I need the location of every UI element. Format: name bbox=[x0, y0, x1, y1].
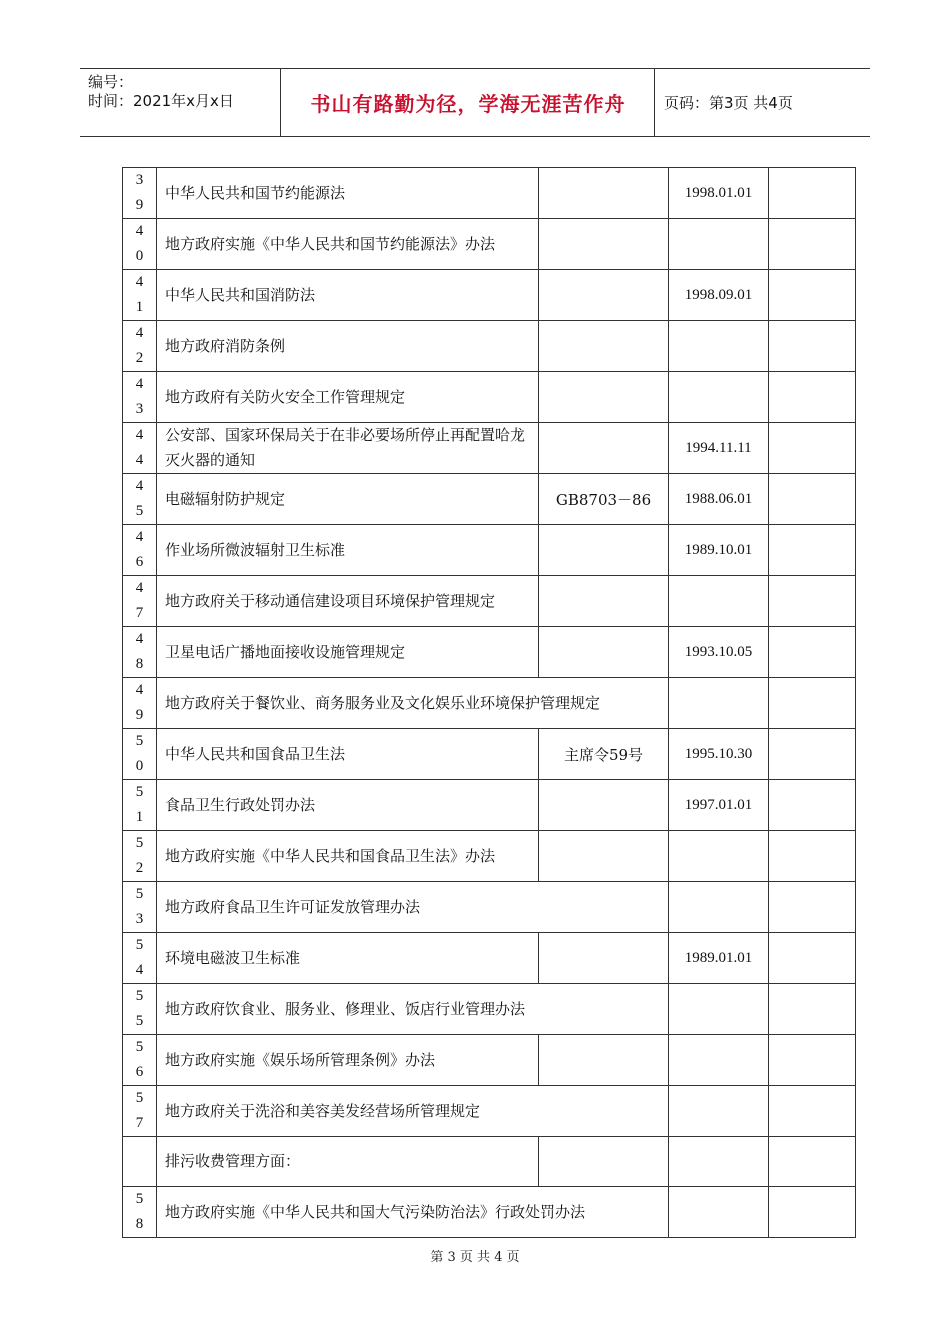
regulation-code bbox=[539, 576, 669, 627]
row-number bbox=[123, 474, 157, 525]
remarks bbox=[769, 729, 856, 780]
table-row bbox=[123, 1035, 856, 1086]
row-number-digit: 3 bbox=[135, 172, 144, 188]
row-number-digit: 1 bbox=[135, 809, 144, 825]
row-number-digit: 1 bbox=[135, 299, 144, 315]
regulation-code bbox=[539, 933, 669, 984]
table-row bbox=[123, 882, 856, 933]
remarks bbox=[769, 882, 856, 933]
row-number bbox=[123, 729, 157, 780]
regulation-code bbox=[539, 780, 669, 831]
row-number-digit: 4 bbox=[135, 631, 144, 647]
row-number bbox=[123, 1137, 157, 1187]
remarks bbox=[769, 1137, 856, 1187]
table-row bbox=[123, 933, 856, 984]
row-number-digit: 9 bbox=[135, 707, 144, 723]
row-number bbox=[123, 780, 157, 831]
row-number-digit: 4 bbox=[135, 529, 144, 545]
table-row bbox=[123, 321, 856, 372]
effective-date bbox=[669, 1137, 769, 1187]
table-row bbox=[123, 678, 856, 729]
row-number-digit: 5 bbox=[135, 886, 144, 902]
regulation-code: 主席令59号 bbox=[539, 729, 669, 780]
regulation-code bbox=[539, 525, 669, 576]
row-number-digit: 0 bbox=[135, 758, 144, 774]
remarks bbox=[769, 474, 856, 525]
row-number-digit: 4 bbox=[135, 452, 144, 468]
regulation-name: 环境电磁波卫生标准 bbox=[157, 933, 539, 984]
effective-date bbox=[669, 1187, 769, 1238]
effective-date bbox=[669, 984, 769, 1035]
table-row bbox=[123, 729, 856, 780]
row-number-digit: 4 bbox=[135, 325, 144, 341]
regulation-code bbox=[539, 627, 669, 678]
regulation-name: 中华人民共和国食品卫生法 bbox=[157, 729, 539, 780]
row-number-digit: 4 bbox=[135, 223, 144, 239]
row-number bbox=[123, 1086, 157, 1137]
row-number-digit: 3 bbox=[135, 401, 144, 417]
row-number-digit: 3 bbox=[135, 911, 144, 927]
effective-date bbox=[669, 1086, 769, 1137]
row-number-digit: 2 bbox=[135, 350, 144, 366]
row-number bbox=[123, 270, 157, 321]
row-number-digit: 5 bbox=[135, 733, 144, 749]
table-row bbox=[123, 219, 856, 270]
regulation-code bbox=[539, 831, 669, 882]
table-row bbox=[123, 984, 856, 1035]
table-row bbox=[123, 525, 856, 576]
regulation-name: 地方政府关于餐饮业、商务服务业及文化娱乐业环境保护管理规定 bbox=[157, 678, 669, 729]
row-number-digit: 5 bbox=[135, 503, 144, 519]
regulation-name: 地方政府关于洗浴和美容美发经营场所管理规定 bbox=[157, 1086, 669, 1137]
row-number bbox=[123, 525, 157, 576]
row-number bbox=[123, 1035, 157, 1086]
row-number-digit: 5 bbox=[135, 988, 144, 1004]
row-number bbox=[123, 423, 157, 474]
remarks bbox=[769, 576, 856, 627]
remarks bbox=[769, 321, 856, 372]
remarks bbox=[769, 423, 856, 474]
regulation-name: 地方政府实施《中华人民共和国节约能源法》办法 bbox=[157, 219, 539, 270]
row-number-digit: 5 bbox=[135, 784, 144, 800]
regulation-name: 公安部、国家环保局关于在非必要场所停止再配置哈龙灭火器的通知 bbox=[157, 423, 539, 474]
remarks bbox=[769, 933, 856, 984]
regulation-name: 中华人民共和国消防法 bbox=[157, 270, 539, 321]
effective-date: 1997.01.01 bbox=[669, 780, 769, 831]
effective-date bbox=[669, 882, 769, 933]
effective-date bbox=[669, 219, 769, 270]
row-number-digit: 9 bbox=[135, 197, 144, 213]
row-number bbox=[123, 678, 157, 729]
table-row bbox=[123, 1137, 856, 1187]
regulation-code bbox=[539, 321, 669, 372]
row-number bbox=[123, 321, 157, 372]
row-number-digit: 5 bbox=[135, 1090, 144, 1106]
row-number-digit: 6 bbox=[135, 554, 144, 570]
row-number-digit: 5 bbox=[135, 1191, 144, 1207]
row-number-digit: 8 bbox=[135, 656, 144, 672]
row-number-digit: 5 bbox=[135, 1039, 144, 1055]
regulation-name: 地方政府有关防火安全工作管理规定 bbox=[157, 372, 539, 423]
table-row bbox=[123, 423, 856, 474]
row-number-digit: 2 bbox=[135, 860, 144, 876]
table-row bbox=[123, 1187, 856, 1238]
remarks bbox=[769, 525, 856, 576]
regulation-code bbox=[539, 1035, 669, 1086]
effective-date: 1994.11.11 bbox=[669, 423, 769, 474]
regulation-name: 地方政府消防条例 bbox=[157, 321, 539, 372]
row-number bbox=[123, 627, 157, 678]
row-number bbox=[123, 219, 157, 270]
header-meta bbox=[80, 69, 281, 136]
table-row bbox=[123, 627, 856, 678]
table-row bbox=[123, 168, 856, 219]
remarks bbox=[769, 1035, 856, 1086]
row-number bbox=[123, 168, 157, 219]
effective-date: 1993.10.05 bbox=[669, 627, 769, 678]
regulation-code bbox=[539, 219, 669, 270]
row-number bbox=[123, 576, 157, 627]
regulation-code bbox=[539, 1137, 669, 1187]
remarks bbox=[769, 168, 856, 219]
regulation-name: 地方政府食品卫生许可证发放管理办法 bbox=[157, 882, 669, 933]
row-number-digit: 4 bbox=[135, 376, 144, 392]
table-row bbox=[123, 576, 856, 627]
remarks bbox=[769, 780, 856, 831]
remarks bbox=[769, 1086, 856, 1137]
remarks bbox=[769, 1187, 856, 1238]
regulation-name: 地方政府饮食业、服务业、修理业、饭店行业管理办法 bbox=[157, 984, 669, 1035]
page-info: 页码：第3页 共4页 bbox=[664, 94, 793, 112]
row-number-digit: 4 bbox=[135, 682, 144, 698]
row-number bbox=[123, 984, 157, 1035]
effective-date bbox=[669, 372, 769, 423]
row-number-digit: 4 bbox=[135, 962, 144, 978]
row-number-digit: 4 bbox=[135, 478, 144, 494]
row-number-digit: 4 bbox=[135, 274, 144, 290]
number-label: 编号： bbox=[88, 73, 134, 91]
row-number-digit: 6 bbox=[135, 1064, 144, 1080]
row-number bbox=[123, 882, 157, 933]
effective-date: 1989.01.01 bbox=[669, 933, 769, 984]
table-row bbox=[123, 474, 856, 525]
regulations-table bbox=[122, 167, 856, 1238]
regulation-name: 卫星电话广播地面接收设施管理规定 bbox=[157, 627, 539, 678]
regulation-code bbox=[539, 423, 669, 474]
effective-date bbox=[669, 831, 769, 882]
motto: 书山有路勤为径，学海无涯苦作舟 bbox=[282, 69, 655, 136]
row-number-digit: 0 bbox=[135, 248, 144, 264]
effective-date: 1998.01.01 bbox=[669, 168, 769, 219]
regulation-name: 中华人民共和国节约能源法 bbox=[157, 168, 539, 219]
regulation-name: 地方政府实施《中华人民共和国大气污染防治法》行政处罚办法 bbox=[157, 1187, 669, 1238]
remarks bbox=[769, 678, 856, 729]
row-number bbox=[123, 831, 157, 882]
row-number bbox=[123, 933, 157, 984]
row-number-digit: 7 bbox=[135, 605, 144, 621]
remarks bbox=[769, 270, 856, 321]
effective-date: 1989.10.01 bbox=[669, 525, 769, 576]
regulation-code: GB8703－86 bbox=[539, 474, 669, 525]
effective-date bbox=[669, 678, 769, 729]
regulation-code bbox=[539, 372, 669, 423]
effective-date: 1998.09.01 bbox=[669, 270, 769, 321]
table-row bbox=[123, 831, 856, 882]
effective-date bbox=[669, 321, 769, 372]
row-number-digit: 5 bbox=[135, 937, 144, 953]
regulation-name: 地方政府关于移动通信建设项目环境保护管理规定 bbox=[157, 576, 539, 627]
table-row bbox=[123, 780, 856, 831]
remarks bbox=[769, 627, 856, 678]
table-row bbox=[123, 372, 856, 423]
row-number-digit: 5 bbox=[135, 835, 144, 851]
remarks bbox=[769, 372, 856, 423]
remarks bbox=[769, 219, 856, 270]
row-number bbox=[123, 372, 157, 423]
row-number-digit: 8 bbox=[135, 1216, 144, 1232]
row-number bbox=[123, 1187, 157, 1238]
table-row bbox=[123, 270, 856, 321]
regulation-name: 地方政府实施《中华人民共和国食品卫生法》办法 bbox=[157, 831, 539, 882]
effective-date bbox=[669, 1035, 769, 1086]
time-label: 时间：2021年x月x日 bbox=[88, 92, 234, 110]
regulation-name: 电磁辐射防护规定 bbox=[157, 474, 539, 525]
page-footer: 第 3 页 共 4 页 bbox=[430, 1250, 520, 1265]
regulation-name: 地方政府实施《娱乐场所管理条例》办法 bbox=[157, 1035, 539, 1086]
row-number-digit: 5 bbox=[135, 1013, 144, 1029]
regulation-code bbox=[539, 168, 669, 219]
effective-date: 1995.10.30 bbox=[669, 729, 769, 780]
effective-date bbox=[669, 576, 769, 627]
regulation-name: 食品卫生行政处罚办法 bbox=[157, 780, 539, 831]
row-number-digit: 4 bbox=[135, 580, 144, 596]
page-header bbox=[80, 68, 870, 137]
regulation-code bbox=[539, 270, 669, 321]
regulation-name: 排污收费管理方面： bbox=[157, 1137, 539, 1187]
regulation-name: 作业场所微波辐射卫生标准 bbox=[157, 525, 539, 576]
effective-date: 1988.06.01 bbox=[669, 474, 769, 525]
row-number-digit: 7 bbox=[135, 1115, 144, 1131]
row-number-digit: 4 bbox=[135, 427, 144, 443]
table-row bbox=[123, 1086, 856, 1137]
regulations-table-body bbox=[123, 168, 856, 1238]
remarks bbox=[769, 984, 856, 1035]
remarks bbox=[769, 831, 856, 882]
